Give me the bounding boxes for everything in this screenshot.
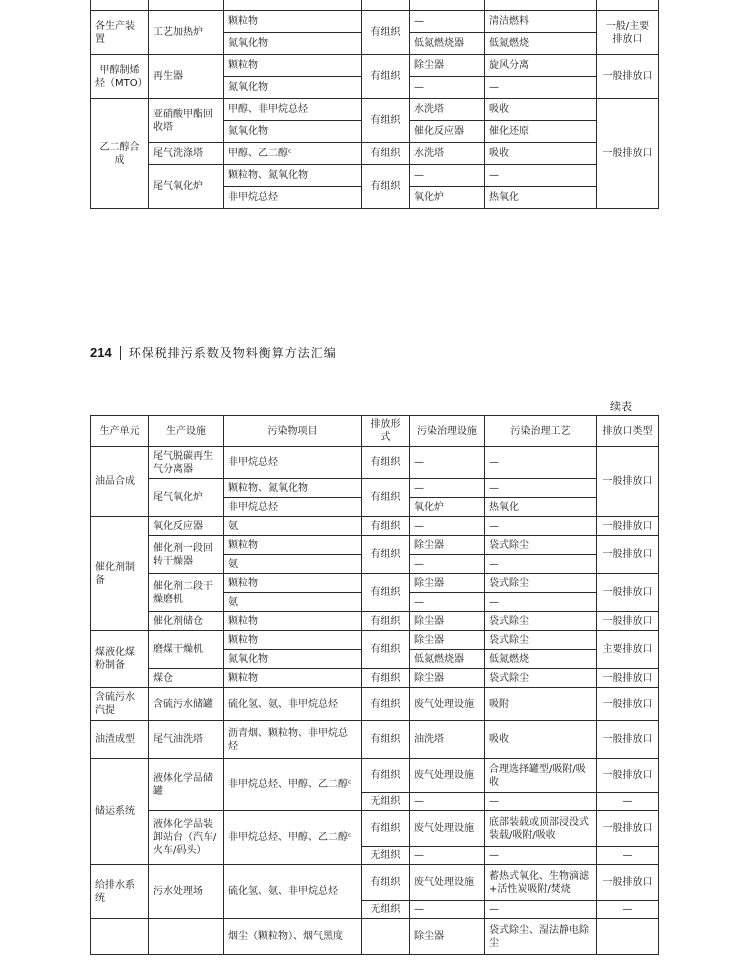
bottom-emission-table — [90, 415, 659, 955]
outlet-type-cell: 一般排放口 — [597, 536, 659, 574]
treatment-process-cell: 旋风分离 — [485, 55, 597, 77]
emission-form-cell: 有组织 — [362, 688, 410, 721]
unit-cell: 储运系统 — [91, 759, 149, 865]
treatment-facility-cell: 除尘器 — [410, 612, 485, 631]
treatment-process-cell: 吸收 — [485, 99, 597, 121]
pollutant-cell: 颗粒物 — [224, 11, 362, 33]
treatment-facility-cell: — — [410, 793, 485, 811]
treatment-facility-cell: 氧化炉 — [410, 498, 485, 517]
emission-form-cell: 有组织 — [362, 11, 410, 55]
facility-cell: 污水处理场 — [149, 865, 224, 919]
outlet-type-cell: 一般排放口 — [597, 865, 659, 901]
facility-cell: 催化剂储仓 — [149, 612, 224, 631]
header-cell: 污染治理设施 — [410, 416, 485, 447]
outlet-type-cell: 一般排放口 — [597, 574, 659, 612]
unit-cell: 催化剂制备 — [91, 517, 149, 631]
facility-cell: 液体化学品装卸站台（汽车/火车/码头） — [149, 811, 224, 865]
treatment-facility-cell: 油洗塔 — [410, 721, 485, 759]
outlet-type-cell: — — [597, 901, 659, 919]
treatment-process-cell: 催化还原 — [485, 121, 597, 143]
header-cell: 污染治理工艺 — [485, 416, 597, 447]
emission-form-cell: 有组织 — [362, 811, 410, 847]
outlet-type-cell: 一般/主要排放口 — [597, 11, 659, 55]
treatment-process-cell: — — [485, 555, 597, 574]
treatment-process-cell: 吸附 — [485, 688, 597, 721]
treatment-process-cell: 袋式除尘、湿法静电除尘 — [485, 919, 597, 955]
facility-cell: 再生器 — [149, 55, 224, 99]
emission-form-cell: 有组织 — [362, 143, 410, 165]
emission-form-cell: 有组织 — [362, 99, 410, 143]
unit-cell: 油品合成 — [91, 447, 149, 517]
pollutant-cell: 颗粒物 — [224, 612, 362, 631]
treatment-facility-cell: 低氮燃烧器 — [410, 33, 485, 55]
header-divider — [120, 346, 121, 360]
facility-cell: 尾气油洗塔 — [149, 721, 224, 759]
pollutant-cell: 颗粒物 — [224, 669, 362, 688]
treatment-process-cell: 底部装载或顶部浸没式装载/吸附/吸收 — [485, 811, 597, 847]
emission-form-cell: 有组织 — [362, 631, 410, 669]
pollutant-cell: 颗粒物、氮氧化物 — [224, 165, 362, 187]
treatment-process-cell: — — [485, 847, 597, 865]
treatment-process-cell: — — [485, 77, 597, 99]
treatment-process-cell: 袋式除尘 — [485, 612, 597, 631]
unit-cell: 甲醇制烯烃（MTO） — [91, 55, 149, 99]
emission-form-cell: 有组织 — [362, 612, 410, 631]
treatment-process-cell: 袋式除尘 — [485, 536, 597, 555]
treatment-process-cell: — — [485, 793, 597, 811]
treatment-process-cell: — — [485, 901, 597, 919]
outlet-type-cell: — — [597, 793, 659, 811]
pollutant-cell: 氮氧化物 — [224, 77, 362, 99]
treatment-facility-cell: — — [410, 847, 485, 865]
emission-form-cell: 无组织 — [362, 847, 410, 865]
treatment-process-cell: 袋式除尘 — [485, 669, 597, 688]
treatment-process-cell: 袋式除尘 — [485, 574, 597, 593]
unit-cell: 油渣成型 — [91, 721, 149, 759]
page-header — [90, 344, 337, 361]
facility-cell: 催化剂一段回转干燥器 — [149, 536, 224, 574]
pollutant-cell: 沥青烟、颗粒物、非甲烷总烃 — [224, 721, 362, 759]
outlet-type-cell: 主要排放口 — [597, 631, 659, 669]
treatment-process-cell: 吸收 — [485, 721, 597, 759]
treatment-process-cell: 合理选择罐型/吸附/吸收 — [485, 759, 597, 793]
pollutant-cell: 甲醇、乙二醇ᶜ — [224, 143, 362, 165]
facility-cell: 尾气洗涤塔 — [149, 143, 224, 165]
facility-cell: 磨煤干燥机 — [149, 631, 224, 669]
facility-cell: 尾气氧化炉 — [149, 165, 224, 209]
emission-form-cell — [362, 919, 410, 955]
facility-cell — [149, 919, 224, 955]
treatment-facility-cell: 废气处理设施 — [410, 811, 485, 847]
facility-cell: 尾气氧化炉 — [149, 479, 224, 517]
treatment-facility-cell: — — [410, 901, 485, 919]
emission-form-cell: 有组织 — [362, 447, 410, 479]
emission-form-cell: 有组织 — [362, 574, 410, 612]
outlet-type-cell: 一般排放口 — [597, 447, 659, 517]
treatment-facility-cell: 氧化炉 — [410, 187, 485, 209]
header-cell: 污染物项目 — [224, 416, 362, 447]
pollutant-cell: 非甲烷总烃、甲醇、乙二醇ᶜ — [224, 759, 362, 811]
emission-form-cell: 有组织 — [362, 721, 410, 759]
pollutant-cell: 颗粒物 — [224, 631, 362, 650]
unit-cell: 含硫污水汽提 — [91, 688, 149, 721]
treatment-facility-cell: — — [410, 555, 485, 574]
treatment-process-cell: 吸收 — [485, 143, 597, 165]
treatment-process-cell: 热氧化 — [485, 187, 597, 209]
outlet-type-cell: — — [597, 847, 659, 865]
facility-cell: 工艺加热炉 — [149, 11, 224, 55]
emission-form-cell: 有组织 — [362, 55, 410, 99]
facility-cell: 亚硝酸甲酯回收塔 — [149, 99, 224, 143]
treatment-process-cell: 清洁燃料 — [485, 11, 597, 33]
continued-label: 续表 — [610, 400, 632, 413]
header-cell: 排放口类型 — [597, 416, 659, 447]
pollutant-cell: 氮氧化物 — [224, 33, 362, 55]
facility-cell: 煤仓 — [149, 669, 224, 688]
emission-form-cell: 有组织 — [362, 669, 410, 688]
page-number: 214 — [90, 345, 112, 360]
pollutant-cell: 颗粒物 — [224, 536, 362, 555]
emission-form-cell: 有组织 — [362, 759, 410, 793]
treatment-process-cell: 低氮燃烧 — [485, 33, 597, 55]
treatment-facility-cell: 除尘器 — [410, 536, 485, 555]
treatment-facility-cell: — — [410, 479, 485, 498]
treatment-facility-cell: 废气处理设施 — [410, 688, 485, 721]
pollutant-cell: 氨 — [224, 517, 362, 536]
treatment-facility-cell: 除尘器 — [410, 574, 485, 593]
treatment-process-cell: 蓄热式氧化、生物滴滤+活性炭吸附/焚烧 — [485, 865, 597, 901]
unit-cell: 各生产装置 — [91, 11, 149, 55]
outlet-type-cell: 一般排放口 — [597, 759, 659, 793]
pollutant-cell: 非甲烷总烃 — [224, 498, 362, 517]
book-title: 环保税排污系数及物料衡算方法汇编 — [128, 346, 337, 360]
treatment-facility-cell: 除尘器 — [410, 669, 485, 688]
emission-form-cell: 有组织 — [362, 865, 410, 901]
pollutant-cell: 硫化氢、氨、非甲烷总烃 — [224, 865, 362, 919]
emission-form-cell: 有组织 — [362, 479, 410, 517]
pollutant-cell: 甲醇、非甲烷总烃 — [224, 99, 362, 121]
facility-cell: 液体化学品储罐 — [149, 759, 224, 811]
pollutant-cell: 非甲烷总烃 — [224, 447, 362, 479]
treatment-process-cell: — — [485, 165, 597, 187]
outlet-type-cell: 一般排放口 — [597, 55, 659, 99]
treatment-facility-cell: — — [410, 517, 485, 536]
treatment-process-cell: 袋式除尘 — [485, 631, 597, 650]
treatment-facility-cell: 催化反应器 — [410, 121, 485, 143]
pollutant-cell: 非甲烷总烃 — [224, 187, 362, 209]
pollutant-cell: 颗粒物 — [224, 574, 362, 593]
treatment-process-cell: — — [485, 447, 597, 479]
facility-cell: 含硫污水储罐 — [149, 688, 224, 721]
treatment-process-cell: — — [485, 479, 597, 498]
treatment-process-cell: 低氮燃烧 — [485, 650, 597, 669]
emission-form-cell: 有组织 — [362, 165, 410, 209]
header-cell: 生产单元 — [91, 416, 149, 447]
pollutant-cell: 氮氧化物 — [224, 121, 362, 143]
pollutant-cell: 颗粒物、氮氧化物 — [224, 479, 362, 498]
unit-cell: 煤液化煤粉制备 — [91, 631, 149, 688]
emission-form-cell: 无组织 — [362, 793, 410, 811]
table-header-row — [91, 416, 659, 447]
pollutant-cell: 颗粒物 — [224, 55, 362, 77]
treatment-facility-cell: 废气处理设施 — [410, 865, 485, 901]
emission-form-cell: 有组织 — [362, 536, 410, 574]
treatment-facility-cell: — — [410, 447, 485, 479]
pollutant-cell: 氮氧化物 — [224, 650, 362, 669]
treatment-facility-cell: 除尘器 — [410, 55, 485, 77]
unit-cell — [91, 919, 149, 955]
header-cell: 生产设施 — [149, 416, 224, 447]
treatment-facility-cell: 低氮燃烧器 — [410, 650, 485, 669]
outlet-type-cell: 一般排放口 — [597, 721, 659, 759]
facility-cell: 催化剂二段干燥磨机 — [149, 574, 224, 612]
treatment-facility-cell: 除尘器 — [410, 631, 485, 650]
treatment-facility-cell: 除尘器 — [410, 919, 485, 955]
outlet-type-cell: 一般排放口 — [597, 688, 659, 721]
treatment-facility-cell: 水洗塔 — [410, 143, 485, 165]
unit-cell: 给排水系统 — [91, 865, 149, 919]
emission-form-cell: 有组织 — [362, 517, 410, 536]
treatment-facility-cell: — — [410, 593, 485, 612]
treatment-facility-cell: — — [410, 11, 485, 33]
treatment-facility-cell: — — [410, 77, 485, 99]
top-emission-table — [90, 0, 659, 209]
unit-cell: 乙二醇合成 — [91, 99, 149, 209]
outlet-type-cell: 一般排放口 — [597, 517, 659, 536]
treatment-facility-cell: — — [410, 165, 485, 187]
pollutant-cell: 氨 — [224, 555, 362, 574]
outlet-type-cell: 一般排放口 — [597, 811, 659, 847]
outlet-type-cell: 一般排放口 — [597, 669, 659, 688]
treatment-process-cell: 热氧化 — [485, 498, 597, 517]
treatment-facility-cell: 废气处理设施 — [410, 759, 485, 793]
pollutant-cell: 烟尘（颗粒物）、烟气黑度 — [224, 919, 362, 955]
treatment-facility-cell: 水洗塔 — [410, 99, 485, 121]
pollutant-cell: 氨 — [224, 593, 362, 612]
treatment-process-cell: — — [485, 593, 597, 612]
emission-form-cell: 无组织 — [362, 901, 410, 919]
pollutant-cell: 非甲烷总烃、甲醇、乙二醇ᶜ — [224, 811, 362, 865]
treatment-process-cell: — — [485, 517, 597, 536]
facility-cell: 氧化反应器 — [149, 517, 224, 536]
outlet-type-cell: 一般排放口 — [597, 99, 659, 209]
outlet-type-cell: 一般排放口 — [597, 612, 659, 631]
facility-cell: 尾气脱碳再生气分离器 — [149, 447, 224, 479]
header-cell: 排放形式 — [362, 416, 410, 447]
outlet-type-cell — [597, 919, 659, 955]
pollutant-cell: 硫化氢、氨、非甲烷总烃 — [224, 688, 362, 721]
